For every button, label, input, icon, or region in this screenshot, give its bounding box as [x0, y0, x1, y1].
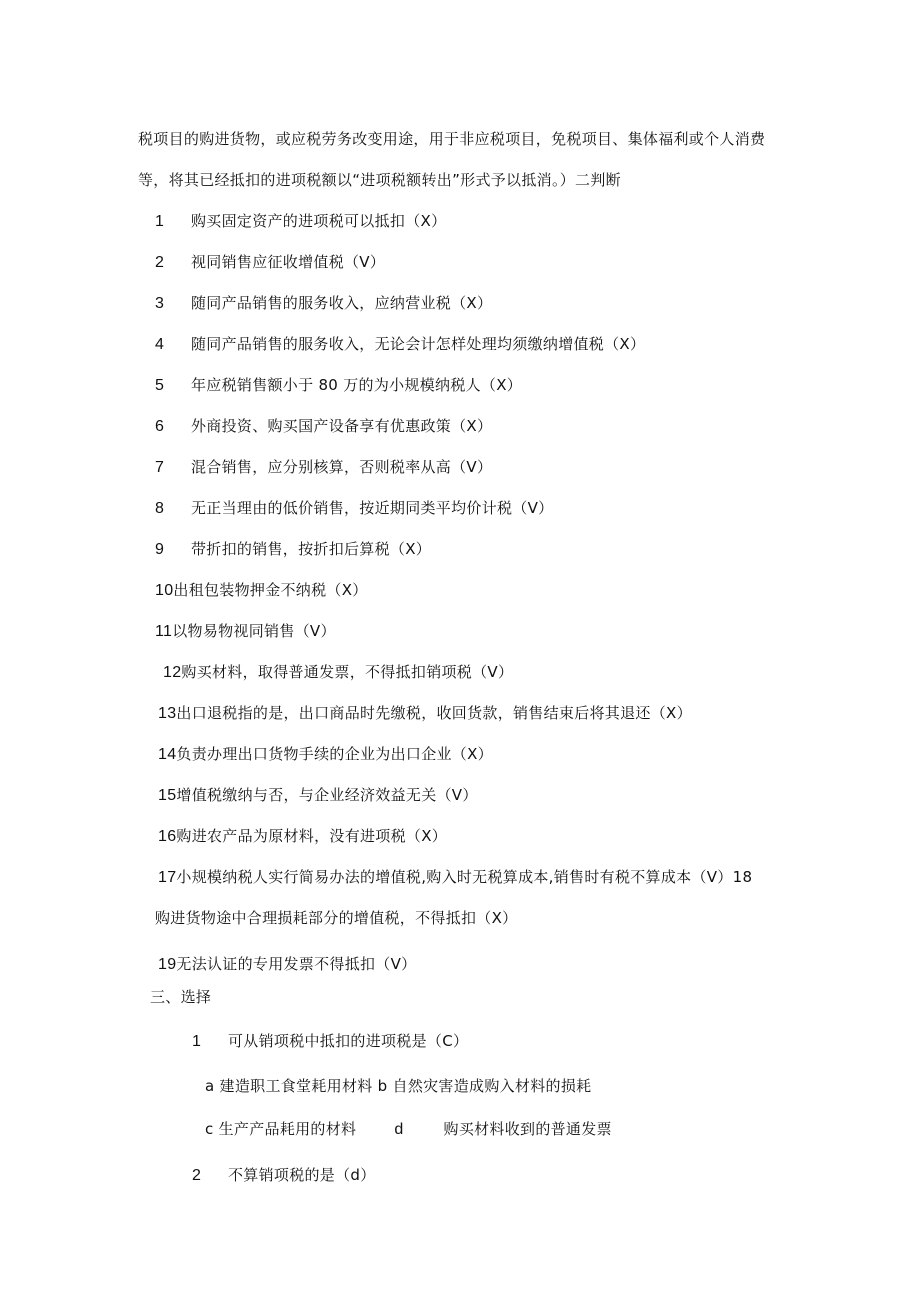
item-text: 购买固定资产的进项税可以抵扣（X） [191, 212, 447, 230]
item-number: 19 [158, 956, 177, 973]
judgment-item-1 [155, 210, 446, 233]
item-number: 8 [155, 500, 165, 517]
item-number: 15 [158, 787, 177, 804]
item-number: 17 [158, 869, 177, 886]
item-text: 混合销售，应分别核算，否则税率从高（V） [191, 458, 493, 476]
intro-line-2: 等，将其已经抵扣的进项税额以“进项税额转出”形式予以抵消。）二判断 [138, 171, 621, 189]
item-number: 1 [155, 213, 165, 230]
item-text: 外商投资、购买国产设备享有优惠政策（X） [191, 417, 493, 435]
item-text: 随同产品销售的服务收入，无论会计怎样处理均须缴纳增值税（X） [191, 335, 646, 353]
item-text: 小规模纳税人实行简易办法的增值税,购入时无税算成本,销售时有税不算成本（V）18 [176, 868, 753, 886]
item-number: 10 [155, 582, 174, 599]
item-number: 3 [155, 295, 165, 312]
judgment-item-2 [155, 251, 385, 274]
judgment-item-11 [155, 620, 336, 643]
item-text: 年应税销售额小于 80 万的为小规模纳税人（X） [191, 376, 523, 394]
item-text: 随同产品销售的服务收入，应纳营业税（X） [191, 294, 493, 312]
item-number: 2 [155, 254, 165, 271]
item-number: 6 [155, 418, 165, 435]
choice-options-c-d [205, 1118, 612, 1141]
item-text: 负责办理出口货物手续的企业为出口企业（X） [176, 745, 493, 763]
judgment-item-19 [158, 953, 416, 976]
judgment-item-6 [155, 415, 492, 438]
item-text: 带折扣的销售，按折扣后算税（X） [191, 540, 432, 558]
section-heading: 三、选择 [150, 988, 212, 1006]
item-number: 9 [155, 541, 165, 558]
item-text: 不算销项税的是（d） [228, 1166, 376, 1184]
judgment-item-16 [158, 825, 447, 848]
item-number: 5 [155, 377, 165, 394]
item-number: 16 [158, 828, 177, 845]
judgment-item-12 [163, 661, 513, 684]
item-text: 可从销项税中抵扣的进项税是（C） [228, 1032, 469, 1050]
judgment-item-13 [158, 702, 692, 725]
judgment-item-3 [155, 292, 492, 315]
item-number: 14 [158, 746, 177, 763]
item-number: 4 [155, 336, 165, 353]
item-number: 11 [155, 623, 173, 640]
item-text: 购进货物途中合理损耗部分的增值税，不得抵扣（X） [155, 909, 518, 927]
judgment-item-4 [155, 333, 645, 356]
item-text: 增值税缴纳与否，与企业经济效益无关（V） [176, 786, 478, 804]
judgment-item-9 [155, 538, 431, 561]
judgment-item-15 [158, 784, 478, 807]
judgment-item-5 [155, 374, 522, 397]
item-text: 视同销售应征收增值税（V） [191, 253, 386, 271]
item-text: 无法认证的专用发票不得抵扣（V） [176, 955, 417, 973]
item-text: 购买材料，取得普通发票，不得抵扣销项税（V） [181, 663, 514, 681]
option-c: c 生产产品耗用的材料 [205, 1120, 357, 1138]
item-number: 7 [155, 459, 165, 476]
item-text: 出租包装物押金不纳税（X） [173, 581, 368, 599]
judgment-item-17 [158, 866, 752, 889]
judgment-item-14 [158, 743, 493, 766]
choice-options-a-b: a 建造职工食堂耗用材料 b 自然灾害造成购入材料的损耗 [205, 1077, 592, 1095]
item-number: 2 [192, 1167, 202, 1184]
option-d-text: 购买材料收到的普通发票 [443, 1120, 612, 1138]
item-text: 无正当理由的低价销售，按近期同类平均价计税（V） [191, 499, 554, 517]
judgment-item-18-continued [155, 907, 517, 929]
judgment-item-10 [155, 579, 368, 602]
judgment-item-8 [155, 497, 553, 520]
item-number: 13 [158, 705, 177, 722]
choice-question-2 [192, 1164, 376, 1187]
choice-question-1 [192, 1030, 468, 1053]
intro-line-1: 税项目的购进货物，或应税劳务改变用途，用于非应税项目，免税项目、集体福利或个人消费 [138, 130, 766, 148]
option-d-label: d [394, 1121, 404, 1138]
item-number: 1 [192, 1033, 202, 1050]
item-text: 购进农产品为原材料，没有进项税（X） [176, 827, 448, 845]
item-text: 以物易物视同销售（V） [172, 622, 336, 640]
item-text: 出口退税指的是，出口商品时先缴税，收回货款，销售结束后将其退还（X） [176, 704, 692, 722]
judgment-item-7 [155, 456, 492, 479]
item-number: 12 [163, 664, 182, 681]
